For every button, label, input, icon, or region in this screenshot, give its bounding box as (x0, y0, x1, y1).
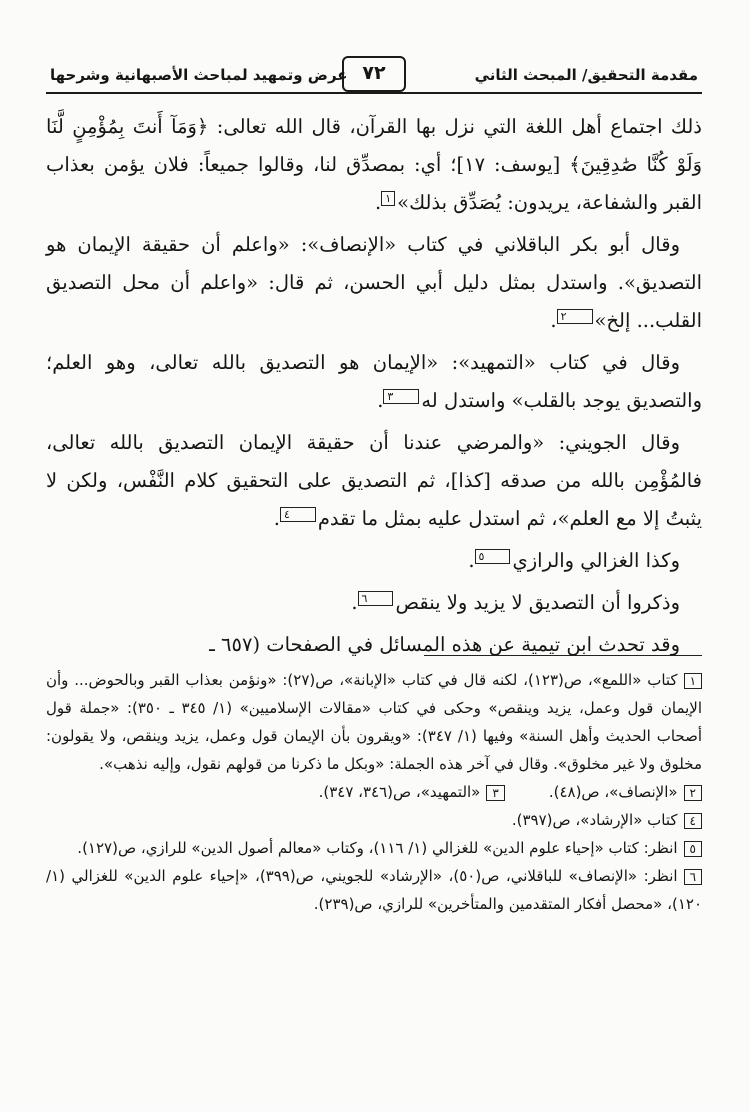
paragraph-7-text: وقد تحدث ابن تيمية عن هذه المسائل في الصفحات (٦٥٧ ـ (209, 633, 680, 656)
footnote-ref-2[interactable]: ٢ (557, 309, 593, 324)
paragraph-2-text: وقال أبو بكر الباقلاني في كتاب «الإنصاف»: «واعلم أن حقيقة الإيمان هو التصديق». واستدل بمثل دليل أبي الحسن، ثم قال: «واعلم أن محل التصديق القلب... إلخ» (46, 233, 702, 332)
footnote-2 (549, 778, 702, 806)
footnote-3 (319, 778, 505, 806)
page-number: ٧٢ (342, 56, 406, 92)
footnotes (46, 666, 702, 918)
footnote-ref-4[interactable]: ٤ (280, 507, 316, 522)
footnote-row-2-3 (46, 778, 702, 806)
paragraph-2: وقال أبو بكر الباقلاني في كتاب «الإنصاف»: «واعلم أن حقيقة الإيمان هو التصديق». واستدل بمثل دليل أبي الحسن، ثم قال: «واعلم أن محل التصديق القلب... إلخ»٢. (46, 233, 702, 332)
footnote-separator (424, 655, 702, 656)
paragraph-1: ذلك اجتماع أهل اللغة التي نزل بها القرآن، قال الله تعالى: ﴿وَمَآ أَنتَ بِمُؤْمِنٍ لَّنَا وَلَوْ كُنَّا صَٰدِقِينَ﴾ [يوسف: ١٧]؛ أي: بمصدِّق لنا، وقالوا جميعاً: فلان يؤمن بعذاب القبر والشفاعة، يريدون: يُصَدِّق بذلك»١. (46, 115, 702, 214)
paragraph-3-text: وقال في كتاب «التمهيد»: «الإيمان هو التصديق بالله تعالى، وهو العلم؛ والتصديق يوجد بالقلب» واستدل له (46, 351, 702, 412)
paragraph-3: وقال في كتاب «التمهيد»: «الإيمان هو التصديق بالله تعالى، وهو العلم؛ والتصديق يوجد بالقلب» واستدل له٣. (46, 351, 702, 412)
paragraph-7 (46, 626, 702, 664)
footnote-4 (46, 806, 702, 834)
running-header (46, 62, 702, 94)
paragraph-6: وذكروا أن التصديق لا يزيد ولا ينقص٦. (351, 591, 680, 614)
paragraph-5-text: وكذا الغزالي والرازي (512, 549, 680, 572)
paragraph-1-text: ذلك اجتماع أهل اللغة التي نزل بها القرآن، قال الله تعالى: ﴿وَمَآ أَنتَ بِمُؤْمِنٍ لَّنَا وَلَوْ كُنَّا صَٰدِقِينَ﴾ [يوسف: ١٧]؛ أي: بمصدِّق لنا، وقالوا جميعاً: فلان يؤمن بعذاب القبر والشفاعة، يريدون: يُصَدِّق بذلك» (46, 115, 702, 214)
book-page (46, 0, 702, 1112)
main-text (46, 108, 702, 668)
paragraph-5: وكذا الغزالي والرازي٥. (468, 549, 680, 572)
footnote-3-text: «التمهيد»، ص(٣٤٦، ٣٤٧). (318, 783, 481, 801)
footnote-4-text: كتاب «الإرشاد»، ص(٣٩٧). (511, 811, 678, 829)
footnote-number-4: ٤ (684, 813, 702, 829)
footnote-1 (46, 666, 702, 778)
footnote-ref-6[interactable]: ٦ (358, 591, 394, 606)
footnote-number-3: ٣ (486, 785, 504, 801)
paragraph-4-text: وقال الجويني: «والمرضي عندنا أن حقيقة الإيمان التصديق بالله تعالى، فالمُؤْمِن بالله من صدقه [كذا]، ثم التصديق على التحقيق كلام النَّفْس، ولكن لا يثبتُ إلا مع العلم»، ثم استدل عليه بمثل ما تقدم (46, 431, 702, 530)
footnote-5-text: انظر: كتاب «إحياء علوم الدين» للغزالي (١/ ١١٦)، وكتاب «معالم أصول الدين» للرازي، ص(١٢٧). (77, 839, 678, 857)
footnote-ref-1[interactable]: ١ (381, 191, 395, 206)
footnote-6 (46, 862, 702, 918)
footnote-5 (46, 834, 702, 862)
footnote-ref-3[interactable]: ٣ (383, 389, 419, 404)
paragraph-4: وقال الجويني: «والمرضي عندنا أن حقيقة الإيمان التصديق بالله تعالى، فالمُؤْمِن بالله من صدقه [كذا]، ثم التصديق على التحقيق كلام النَّفْس، ولكن لا يثبتُ إلا مع العلم»، ثم استدل عليه بمثل ما تقدم٤. (46, 431, 702, 530)
paragraph-6-text: وذكروا أن التصديق لا يزيد ولا ينقص (395, 591, 680, 614)
footnote-number-6: ٦ (684, 869, 702, 885)
footnote-number-2: ٢ (684, 785, 702, 801)
footnote-1-text: كتاب «اللمع»، ص(١٢٣)، لكنه قال في كتاب «الإبانة»، ص(٢٧): «ونؤمن بعذاب القبر وبالحوض... وأن الإيمان قول وعمل، يزيد وينقص» وحكى في كتاب «مقالات الإسلاميين» (١/ ٣٤٥ ـ ٣٥٠): «جملة قول أصحاب الحديث وأهل السنة» وفيها (١/ ٣٤٧): «ويقرون بأن الإيمان قول وعمل، يزيد وينقص، ولا يقولون: مخلوق ولا غير مخلوق». وقال في آخر هذه الجملة: «وبكل ما ذكرنا من قولهم نقول، وإليه نذهب». (46, 671, 703, 773)
footnote-2-text: «الإنصاف»، ص(٤٨). (548, 783, 678, 801)
footnote-6-text: انظر: «الإنصاف» للباقلاني، ص(٥٠)، «الإرشاد» للجويني، ص(٣٩٩)، «إحياء علوم الدين» للغزالي (١/ ١٢٠)، «محصل أفكار المتقدمين والمتأخرين» للرازي، ص(٢٣٩). (46, 867, 702, 913)
header-book-title: عرض وتمهيد لمباحث الأصبهانية وشرحها (50, 66, 348, 84)
header-rule (46, 92, 702, 94)
footnote-number-5: ٥ (684, 841, 702, 857)
footnote-ref-5[interactable]: ٥ (475, 549, 511, 564)
footnote-number-1: ١ (684, 673, 702, 689)
header-chapter-title: مقدمة التحقيق/ المبحث الثاني (474, 66, 698, 84)
